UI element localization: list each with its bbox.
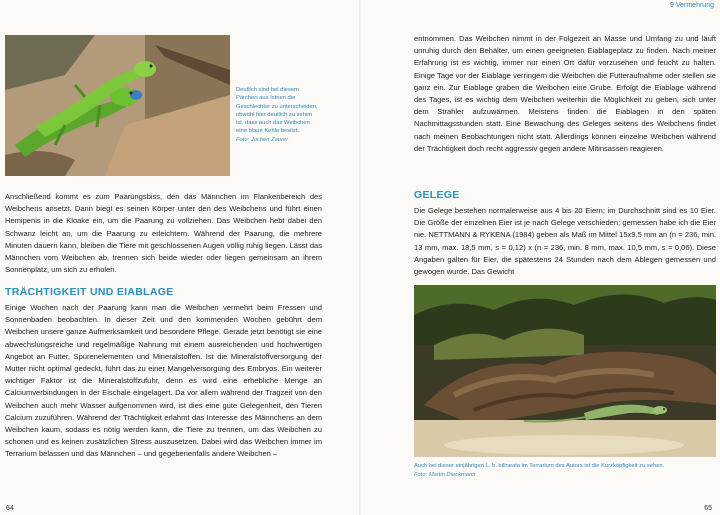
terrarium-lizard-photo: [414, 285, 716, 457]
section-heading-gelege: GELEGE: [414, 189, 460, 201]
photo-caption: [236, 86, 320, 144]
running-header: 9 Vermehrung: [670, 2, 714, 9]
page-number-right: 65: [704, 505, 712, 512]
page-number-left: 64: [6, 505, 14, 512]
photo-caption-right: [414, 462, 716, 480]
right-page: [360, 0, 720, 515]
gelege-paragraph: Die Gelege bestehen normalerweise aus 4 bis 20 Eiern; im Durchschnitt sind es 10 Eier. Die Größe der einzelnen Eier ist je nach Gelege verschieden; gemessen habe ich die Eier nie. NETTMANN & RYKENA (1984) geben als Maß im Mittel 15x9,5 mm an (n = 236, min. 13 mm, max. 18,5 mm, s = 0,12) x (n = 236, min. 8 mm, max. 10,5 mm, s = 0,06). Diese Angaben galten für Eier, die spätestens 24 Stunden nach dem Ablegen gemessen und gewogen wurde. Das Gewicht: [414, 206, 716, 277]
photo-caption-text: Deutlich sind bei diesem Pärchen aus Istrien die Geschlechter zu unterscheiden, obwohl hier deutlich zu sehen ist, dass auch das Weibchen eine blaue Kehle besitzt.: [236, 87, 318, 135]
photo-credit-right: Foto: Martin Dieckmann: [414, 472, 476, 478]
lizard-pair-photo: [5, 35, 230, 176]
continuation-paragraph: entnommen. Das Weibchen nimmt in der Folgezeit an Masse und Umfang zu und läuft unruhig durch den Behälter, um einen geeigneten Eiablageplatz zu finden. Nach meiner Erfahrung ist es wichtig, immer nur einen Ort dafür vorzusehen und feucht zu halten. Einige Tage vor der Eiablage verringern die Weibchen die Futteraufnahme oder stellen sie ganz ein. Zur Eiablage graben die Weibchen eine Grube. Erfolgt die Eiablage während des Tages, ist es wichtig dem Weibchen weiterhin die Möglichkeit zu geben, sich unter dem Strahler aufzuwärmen. Meistens finden die Eiablagen in den späten Nachmittagsstunden statt. Eine Bewachung des Geleges seitens des Weibchens findet nach meinen Beobachtungen nicht statt. Allerdings können einzelne Weibchen während der Trächtigkeit doch recht aggressiv gegen andere Mitinsassen reagieren.: [414, 34, 716, 153]
traechtigkeit-paragraph: Einige Wochen nach der Paarung kann man die Weibchen vermehrt beim Fressen und Sonnenbaden beobachten. In dieser Zeit und den kommenden Wochen gebührt dem Weibchen unsere ganze Aufmerksamkeit und besondere Pflege. Gerade jetzt benötigt sie eine abwechslungsreiche und regelmäßige Nahrung mit einem ausreichenden und hochwertigen Angebot an Futter, Spurenelementen und Mineralstoffen. Ist die Mineralstoffversorgung der Mutter nicht optimal gedeckt, führt das zu einer Mangelversorgung des Embryos. Ein weiterer wichtiger Faktor ist die Mineralstoffzufuhr, denn es wird eine erhebliche Menge an Calciumverbindungen in der Eischale eingelagert. Da vor allem während der Tragzeit von den Weibchen auch mehr Wasser aufgenommen wird, ist dies eine gute Gelegenheit, den Tieren Calcium zuzuführen. Während der Trächtigkeit erlahmt das Interesse des Männchens an dem Weibchen kaum, sodass es nötig werden kann, die Tiere zu trennen, um das Weibchen zu schonen und es keinen zusätzlichen Stress auszusetzen. Dabei wird das Weibchen immer im Terrarium belassen und das Männchen – und gegebenenfalls andere Weibchen –: [5, 303, 322, 459]
section-heading-traechtigkeit: TRÄCHTIGKEIT UND EIABLAGE: [5, 286, 174, 298]
intro-paragraph: Anschließend kommt es zum Paarungsbiss, den das Männchen im Flankenbereich des Weibchens ansetzt. Dann biegt es seinen Körper unter den des Weibchens und führt einen Hemipenis in die Kloake ein, um die Paarung zu vollziehen. Das Weibchen hebt dabei den Schwanz leicht an, um die Paarung zu erleichtern. Während der Paarung, die mehrere Minuten dauern kann, bleiben die Tiere mit geschlossenen Augen völlig ruhig liegen. Lässt das Männchen vom Weibchen ab, trennen sich beide wieder oder liegen gemeinsam an ihrem Sonnenplatz, um sich zu erholen.: [5, 192, 322, 275]
photo-caption-right-text: Auch bei dieser einjährigen L. b. bilineata im Terrarium des Autors ist die Kurzköpfigkeit zu sehen.: [414, 463, 665, 469]
photo-credit: Foto: Jochen Zaurer: [236, 136, 289, 143]
